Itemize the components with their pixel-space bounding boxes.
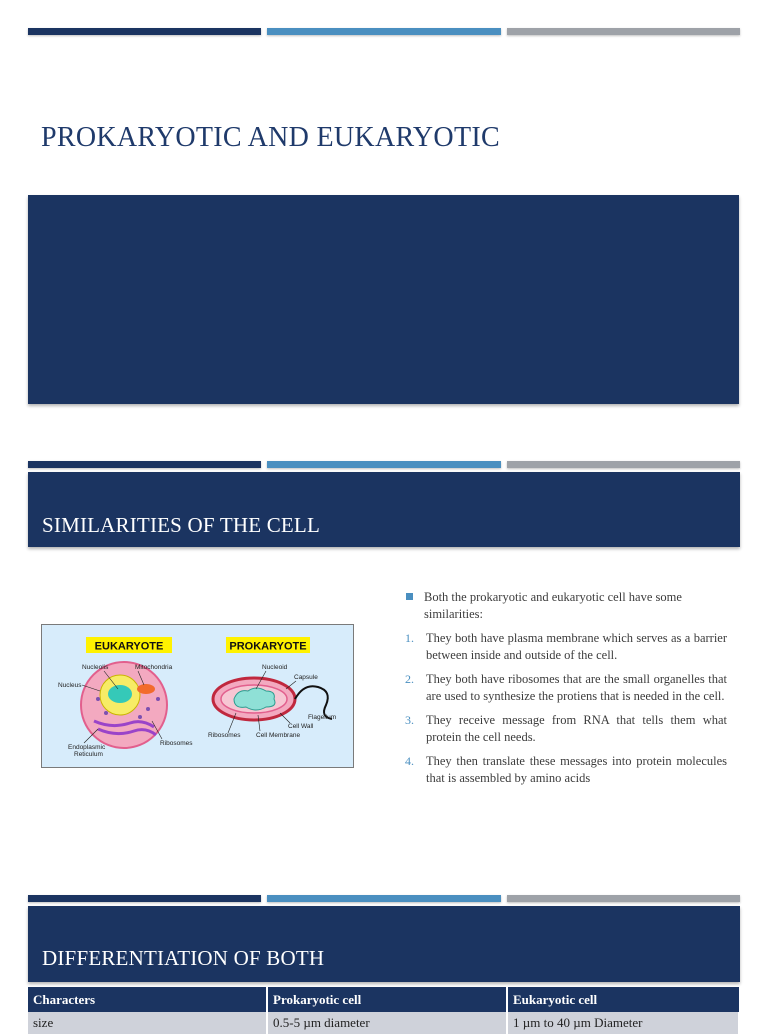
list-number: 4. [405,754,414,768]
slide1-accent-bars [28,28,740,35]
slide2-accent-bars [28,461,740,468]
similarities-list [405,589,727,794]
prokaryote-label: PROKARYOTE [229,640,307,653]
intro-text: Both the prokaryotic and eukaryotic cell have some similarities: [424,590,682,621]
accent-bar-blue [267,895,501,902]
label-flagellum: Flagellum [308,714,337,721]
accent-bar-navy [28,461,261,468]
slide2-title: SIMILARITIES OF THE CELL [42,513,320,537]
label-nucleolis: Nucleolis [82,664,109,671]
table-cell: 1 µm to 40 µm Diameter [507,1012,739,1034]
list-item-text: They receive message from RNA that tells them what protein the cell needs. [426,713,727,744]
label-er-line1: Endoplasmic [68,744,106,751]
accent-bar-gray [507,895,740,902]
slide3-title: DIFFERENTIATION OF BOTH [42,946,325,970]
mitochondria-shape [137,684,155,694]
ribosome-dot [156,697,160,701]
list-item [405,753,727,787]
accent-bar-navy [28,895,261,902]
label-cell-membrane: Cell Membrane [256,732,301,739]
ribosome-dot [138,715,142,719]
slide1-content-panel [28,195,739,404]
differentiation-table [28,987,740,1034]
accent-bar-gray [507,461,740,468]
list-number: 3. [405,713,414,727]
label-ribosomes-euk: Ribosomes [160,740,193,747]
list-item-text: They both have ribosomes that are the small organelles that are used to synthesize the protiens that is needed in the cell. [426,672,727,703]
slide3-title-banner [28,906,740,982]
slide1-title: PROKARYOTIC AND EUKARYOTIC [41,122,500,153]
eukaryote-label: EUKARYOTE [94,640,164,653]
eukaryote-cell [81,662,167,748]
list-item [405,671,727,705]
list-item-text: They both have plasma membrane which serves as a barrier between inside and outside of the cell. [426,631,727,662]
ribosome-dot [104,711,108,715]
square-bullet-icon [406,593,413,600]
label-ribosomes-pro: Ribosomes [208,732,241,739]
ribosome-dot [96,697,100,701]
accent-bar-blue [267,28,501,35]
label-er-line2: Reticulum [74,751,103,758]
table-cell: size [28,1012,267,1034]
label-mitochondria: Mitochondria [135,664,173,671]
label-nucleus: Nucleus [58,682,82,689]
list-number: 1. [405,631,414,645]
ribosome-dot [146,707,150,711]
table-header: Eukaryotic cell [507,987,739,1012]
label-nucleoid: Nucleoid [262,664,288,671]
nucleoid-shape [234,688,275,710]
list-intro [405,589,727,623]
accent-bar-navy [28,28,261,35]
list-item [405,712,727,746]
list-item-text: They then translate these messages into protein molecules that is assembled by amino acids [426,754,727,785]
label-cell-wall: Cell Wall [288,723,314,730]
accent-bar-gray [507,28,740,35]
nucleolus-shape [108,685,132,703]
slide3-accent-bars [28,895,740,902]
table-row [28,1012,739,1034]
list-item [405,630,727,664]
table-cell: 0.5-5 µm diameter [267,1012,507,1034]
list-number: 2. [405,672,414,686]
accent-bar-blue [267,461,501,468]
table-header: Characters [28,987,267,1012]
cell-diagram [41,624,354,768]
table-header-row [28,987,739,1012]
table-header: Prokaryotic cell [267,987,507,1012]
label-capsule: Capsule [294,674,318,681]
slide2-title-banner [28,472,740,547]
cell-diagram-svg [42,625,353,767]
